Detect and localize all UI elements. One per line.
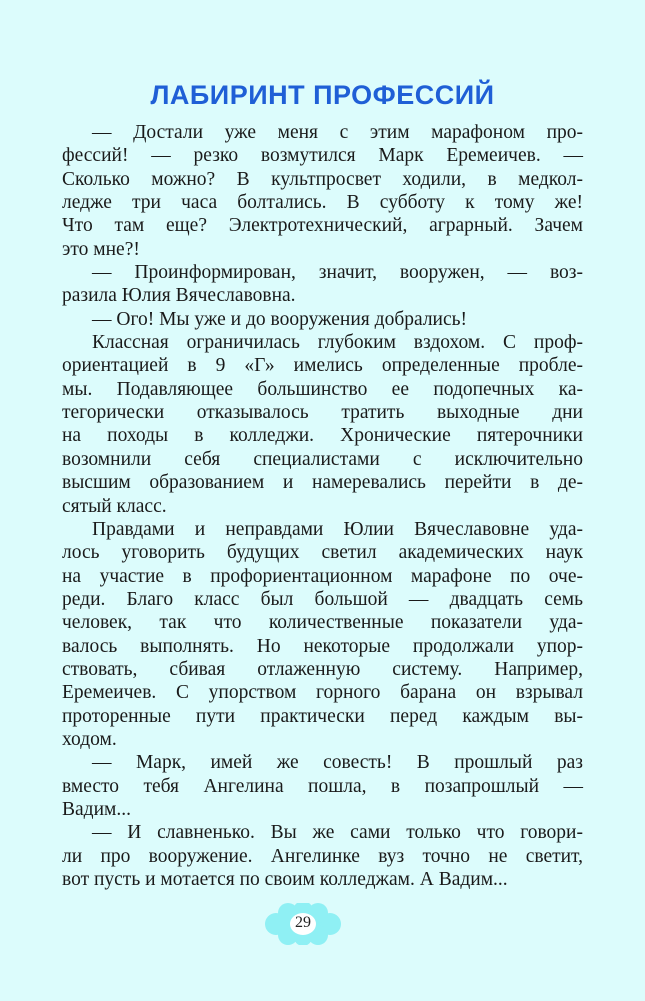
text-line: это мне?! xyxy=(62,238,140,260)
text-line: ориентацией в 9 «Г» имелись определенные пробле- xyxy=(62,355,583,377)
text-line: — Ого! Мы уже и до вооружения добрались! xyxy=(92,308,468,330)
text-line: Вадим... xyxy=(62,798,131,820)
text-line: — Достали уже меня с этим марафоном про- xyxy=(92,122,583,143)
text-line: Что там еще? Электротехнический, аграрный. Зачем xyxy=(62,215,583,237)
text-line: реди. Благо класс был большой — двадцать семь xyxy=(62,588,583,610)
text-line: на участие в профориентационном марафоне по оче- xyxy=(62,565,583,587)
text-line: — И славненько. Вы же сами только что говори- xyxy=(92,822,583,844)
paragraph xyxy=(62,518,583,751)
text-line: мы. Подавляющее большинство ее подопечных ка- xyxy=(62,378,583,400)
paragraph xyxy=(62,261,583,308)
text-line: лось уговорить будущих светил академических наук xyxy=(62,542,583,564)
text-line: Сколько можно? В культпросвет ходили, в медкол- xyxy=(62,168,583,190)
text-line: фессий! — резко возмутился Марк Еремеичев. — xyxy=(62,145,583,167)
text-line: вот пусть и мотается по своим колледжам. А Вадим... xyxy=(62,869,508,890)
text-line: ледже три часа болтались. В субботу к тому же! xyxy=(62,192,583,214)
text-line: Правдами и неправдами Юлии Вячеславовне уда- xyxy=(92,518,583,540)
text-line: высшим образованием и намеревались перейти в де- xyxy=(62,472,583,494)
paragraph xyxy=(62,121,583,261)
text-line: Классная ограничилась глубоким вздохом. С проф- xyxy=(92,332,583,354)
text-line: ствовать, сбивая отлаженную систему. Например, xyxy=(62,658,583,680)
text-line: валось выполнять. Но некоторые продолжали упор- xyxy=(62,635,583,657)
text-line: человек, так что количественные показатели уда- xyxy=(62,612,583,634)
text-line: на походы в колледжи. Хронические пятерочники xyxy=(62,425,583,447)
page-number-badge xyxy=(262,903,344,945)
paragraph xyxy=(62,751,583,821)
text-line: Еремеичев. С упорством горного барана он взрывал xyxy=(62,682,583,704)
text-line: ходом. xyxy=(62,728,117,750)
text-line: — Марк, имей же совесть! В прошлый раз xyxy=(92,752,583,774)
paragraph xyxy=(62,308,583,331)
text-body xyxy=(62,121,583,891)
text-line: — Проинформирован, значит, вооружен, — воз- xyxy=(92,262,583,284)
text-line: возомнили себя специалистами с исключительно xyxy=(62,448,583,470)
text-line: ли про вооружение. Ангелинке вуз точно не светит, xyxy=(62,845,583,867)
page-number: 29 xyxy=(295,914,311,931)
chapter-title: ЛАБИРИНТ ПРОФЕССИЙ xyxy=(150,80,495,110)
text-line: разила Юлия Вячеславовна. xyxy=(62,285,296,307)
text-line: сятый класс. xyxy=(62,495,167,517)
paragraph xyxy=(62,821,583,891)
text-line: вместо тебя Ангелина пошла, в позапрошлый — xyxy=(62,775,583,797)
paragraph xyxy=(62,331,583,518)
text-line: проторенные пути практически перед каждым вы- xyxy=(62,705,583,727)
text-line: тегорически отказывалось тратить выходные дни xyxy=(62,402,583,424)
